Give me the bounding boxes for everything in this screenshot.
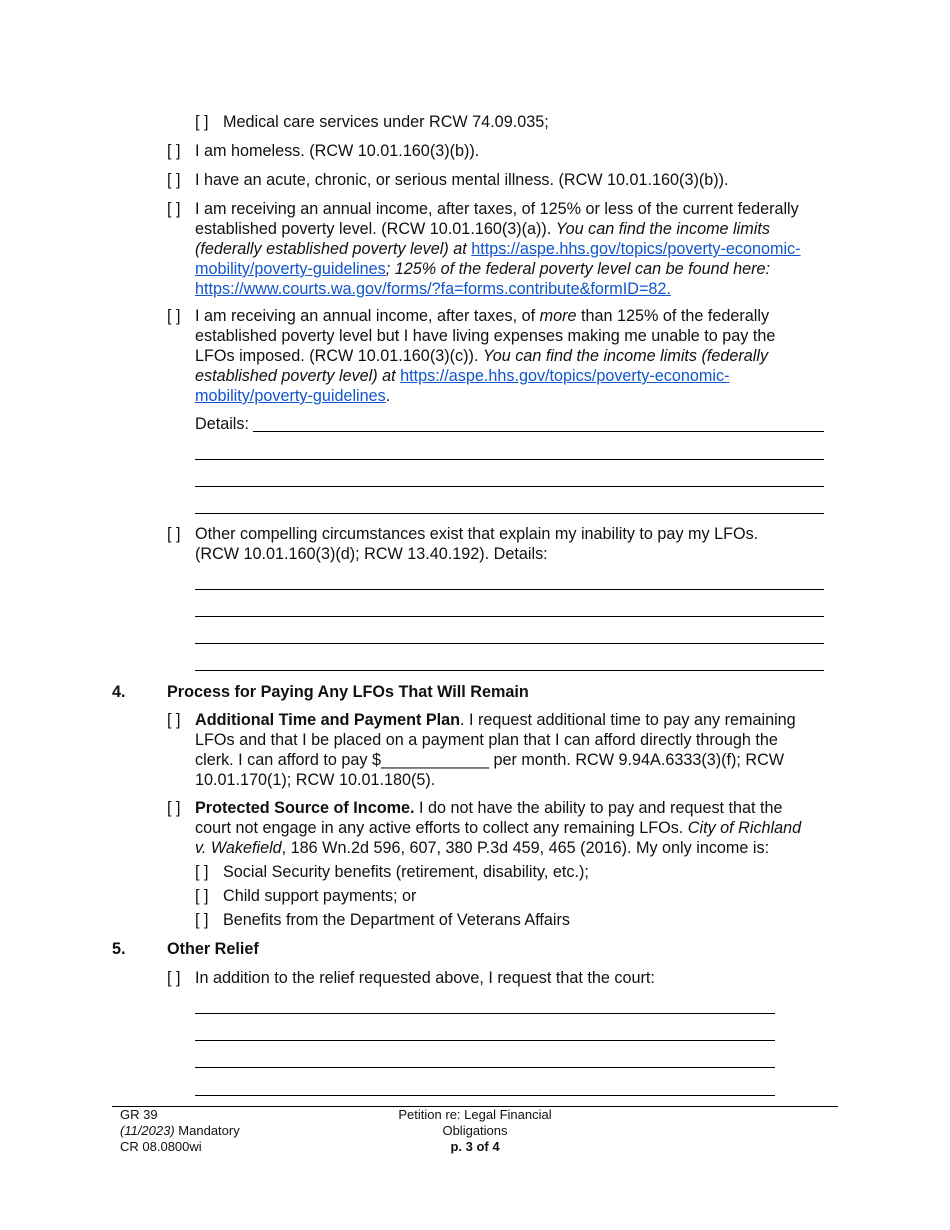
- medical-text: Medical care services under RCW 74.09.035;: [223, 113, 549, 131]
- relief-input-line[interactable]: [195, 1067, 775, 1068]
- income-more-text: [195, 306, 855, 406]
- checkbox[interactable]: [ ]: [195, 863, 209, 881]
- mental-illness-item: [167, 170, 729, 190]
- option-text: Social Security benefits (retirement, disability, etc.);: [223, 863, 589, 881]
- footer-title: [375, 1107, 575, 1155]
- details-input-line[interactable]: [195, 459, 824, 460]
- details-input-line[interactable]: [195, 643, 824, 644]
- footer-title-line: Petition re: Legal Financial: [398, 1107, 552, 1122]
- other-relief-text: In addition to the relief requested above, I request that the court:: [195, 969, 655, 987]
- income-option-child-support: [195, 886, 416, 906]
- footer-form-info: [120, 1107, 240, 1155]
- form-code: CR 08.0800wi: [120, 1139, 202, 1154]
- poverty-guidelines-link[interactable]: mobility/poverty-guidelines: [195, 387, 386, 405]
- medical-item: [195, 112, 549, 132]
- text-line: established poverty level) at https://aspe.hhs.gov/topics/poverty-economic-: [195, 367, 730, 385]
- other-relief-item: [167, 968, 655, 988]
- text-line: I am receiving an annual income, after taxes, of 125% or less of the current federally: [195, 200, 799, 218]
- checkbox-other-circumstances[interactable]: [167, 524, 195, 544]
- checkbox-income-125[interactable]: [167, 199, 195, 219]
- link-period: .: [666, 280, 671, 298]
- section-number: 5.: [112, 940, 126, 958]
- text-line: clerk. I can afford to pay $____________ per month. RCW 9.94A.6333(3)(f); RCW: [195, 751, 785, 769]
- text-line: 10.01.170(1); RCW 10.01.180(5).: [195, 771, 436, 789]
- option-text: Child support payments; or: [223, 887, 417, 905]
- poverty-guidelines-link[interactable]: https://aspe.hhs.gov/topics/poverty-economic-: [471, 240, 801, 258]
- text-line: mobility/poverty-guidelines.: [195, 387, 391, 405]
- checkbox[interactable]: [ ]: [167, 969, 181, 987]
- text-line: LFOs and that I be placed on a payment plan that I can afford directly through the: [195, 731, 778, 749]
- payment-plan-text: [195, 710, 796, 790]
- section-number: 4.: [112, 683, 126, 701]
- checkbox[interactable]: [ ]: [167, 171, 181, 189]
- form-date: (11/2023) Mandatory: [120, 1123, 240, 1138]
- poverty-guidelines-link[interactable]: mobility/poverty-guidelines: [195, 260, 386, 278]
- courts-forms-link[interactable]: https://www.courts.wa.gov/forms/?fa=forms.contribute&formID=82: [195, 280, 667, 298]
- text-line: LFOs imposed. (RCW 10.01.160(3)(c)). You can find the income limits (federally: [195, 347, 769, 365]
- option-text: Benefits from the Department of Veterans Affairs: [223, 911, 571, 929]
- text-line: (federally established poverty level) at https://aspe.hhs.gov/topics/poverty-economic-: [195, 240, 801, 258]
- checkbox[interactable]: [ ]: [195, 887, 209, 905]
- homeless-text: I am homeless. (RCW 10.01.160(3)(b)).: [195, 142, 480, 160]
- checkbox[interactable]: [ ]: [167, 142, 181, 160]
- section-title: Other Relief: [167, 940, 259, 958]
- text-line: I am receiving an annual income, after taxes, of more than 125% of the federally: [195, 307, 770, 325]
- relief-input-line[interactable]: [195, 1095, 775, 1096]
- text-line: Additional Time and Payment Plan. I request additional time to pay any remaining: [195, 711, 796, 729]
- details-label: Details:: [195, 415, 249, 433]
- text-line: Other compelling circumstances exist that explain my inability to pay my LFOs.: [195, 525, 759, 543]
- relief-input-line[interactable]: [195, 1040, 775, 1041]
- section-title: Process for Paying Any LFOs That Will Remain: [167, 683, 529, 701]
- text-line: (RCW 10.01.160(3)(d); RCW 13.40.192). Details:: [195, 545, 548, 563]
- text-line: v. Wakefield, 186 Wn.2d 596, 607, 380 P.3d 459, 465 (2016). My only income is:: [195, 839, 770, 857]
- text-line: established poverty level but I have living expenses making me unable to pay the: [195, 327, 776, 345]
- details-input-line[interactable]: [195, 589, 824, 590]
- text-line: established poverty level. (RCW 10.01.160(3)(a)). You can find the income limits: [195, 220, 770, 238]
- checkbox-income-more[interactable]: [167, 306, 195, 326]
- details-input-line[interactable]: [253, 431, 824, 432]
- income-125-text: [195, 199, 855, 299]
- details-input-line[interactable]: [195, 486, 824, 487]
- checkbox-protected-income[interactable]: [167, 798, 195, 818]
- page-number: p. 3 of 4: [450, 1139, 500, 1154]
- checkbox[interactable]: [ ]: [167, 799, 181, 817]
- footer-title-line: Obligations: [442, 1123, 508, 1138]
- poverty-guidelines-link[interactable]: https://aspe.hhs.gov/topics/poverty-economic-: [400, 367, 730, 385]
- income-option-veterans: [195, 910, 570, 930]
- checkbox-payment-plan[interactable]: [167, 710, 195, 730]
- checkbox[interactable]: [ ]: [167, 200, 181, 218]
- checkbox[interactable]: [ ]: [195, 113, 209, 131]
- details-input-line[interactable]: [195, 513, 824, 514]
- checkbox[interactable]: [ ]: [195, 911, 209, 929]
- details-input-line[interactable]: [195, 616, 824, 617]
- checkbox[interactable]: [ ]: [167, 307, 181, 325]
- text-line: court not engage in any active efforts to collect any remaining LFOs. City of Richland: [195, 819, 802, 837]
- text-line: [195, 279, 855, 299]
- mental-illness-text: I have an acute, chronic, or serious mental illness. (RCW 10.01.160(3)(b)).: [195, 171, 729, 189]
- relief-input-line[interactable]: [195, 1013, 775, 1014]
- protected-income-text: [195, 798, 801, 858]
- form-number: GR 39: [120, 1107, 158, 1122]
- text-line: mobility/poverty-guidelines; 125% of the federal poverty level can be found here:: [195, 260, 771, 278]
- checkbox[interactable]: [ ]: [167, 525, 181, 543]
- text-line: Protected Source of Income. I do not have the ability to pay and request that the: [195, 799, 783, 817]
- checkbox[interactable]: [ ]: [167, 711, 181, 729]
- homeless-item: [167, 141, 479, 161]
- other-circumstances-text: [195, 524, 758, 564]
- income-option-social-security: [195, 862, 589, 882]
- details-input-line[interactable]: [195, 670, 824, 671]
